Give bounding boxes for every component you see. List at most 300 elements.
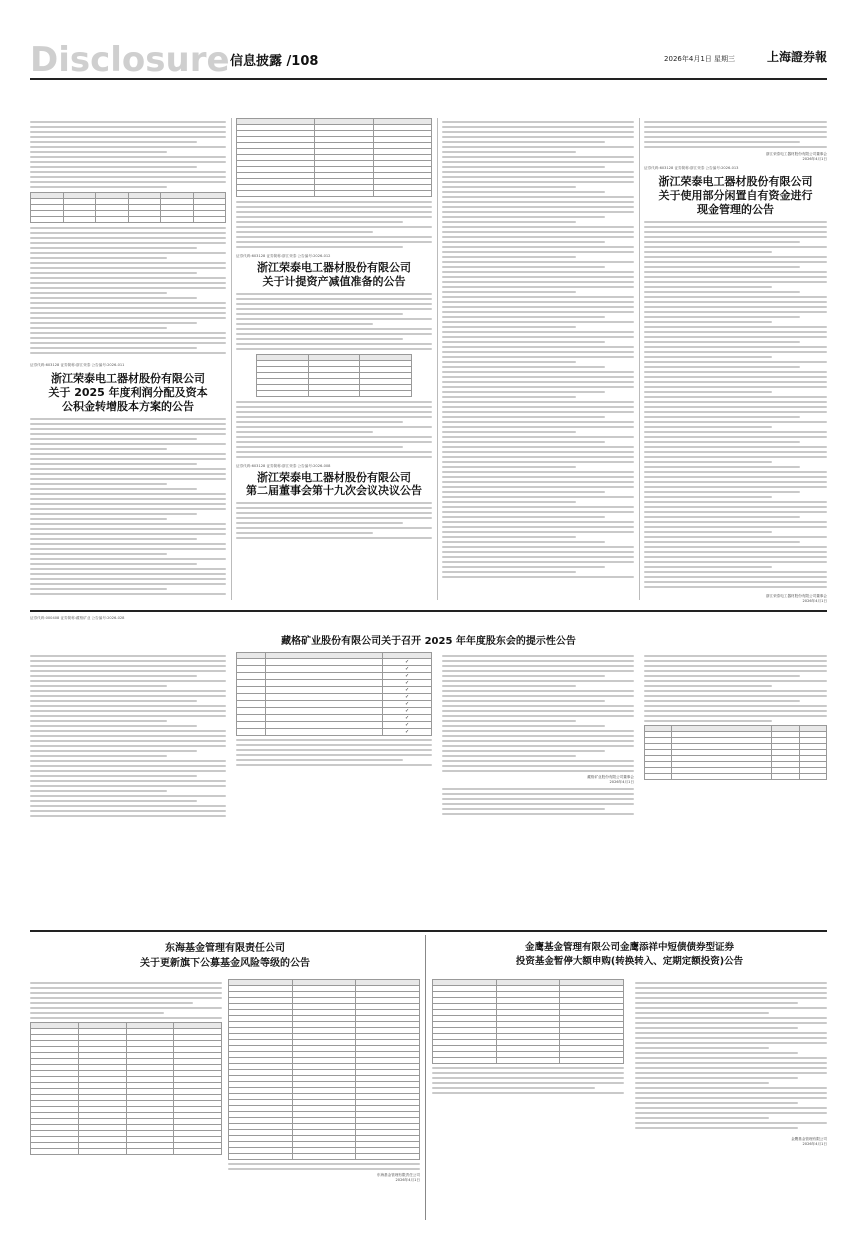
body-text-line [644, 660, 827, 662]
body-text-line [635, 1037, 827, 1039]
body-text-line [644, 131, 827, 133]
body-text-line [30, 257, 167, 259]
announcement-title: 第二届董事会第十九次会议决议公告 [246, 484, 422, 498]
body-text-line [236, 507, 432, 509]
body-text-line [635, 1052, 798, 1054]
body-text-line [635, 992, 827, 994]
body-text-line [30, 136, 226, 138]
body-text-line [30, 317, 226, 319]
body-text-line [635, 987, 827, 989]
masthead [30, 40, 827, 80]
body-text-line [442, 531, 634, 533]
body-text-line [30, 765, 226, 767]
body-text-line [635, 1092, 827, 1094]
body-text-line [442, 246, 634, 248]
fund-suspend-title-line-1: 金鹰基金管理有限公司金鹰添祥中短债债券型证券 [524, 942, 734, 953]
body-text-line [442, 356, 634, 358]
body-text-line [644, 471, 827, 473]
signoff-company: 藏格矿业股份有限公司董事会 [587, 775, 634, 779]
body-text-line [644, 311, 827, 313]
body-text-line [30, 533, 226, 535]
body-text-line [30, 282, 226, 284]
body-text-line [442, 496, 634, 498]
body-text-line [442, 281, 634, 283]
shareholder-meeting-title: 藏格矿业股份有限公司关于召开 2025 年年度股东会的提示性公告 [281, 636, 576, 647]
issue-date: 2026年4月1日 星期三 [664, 55, 735, 63]
body-text-line [635, 1027, 798, 1029]
fund-risk-table-1 [30, 1022, 222, 1155]
body-text-line [236, 318, 432, 320]
body-text-line [644, 431, 827, 433]
body-text-line [30, 583, 226, 585]
body-text-line [30, 131, 226, 133]
body-text-line [236, 416, 432, 418]
body-text-line [644, 710, 827, 712]
body-text-line [236, 446, 403, 448]
body-text-line [236, 343, 432, 345]
signoff-company: 东海基金管理有限责任公司 [376, 1173, 420, 1177]
body-text-line [442, 176, 634, 178]
body-text-line [635, 1022, 827, 1024]
body-text-line [644, 336, 827, 338]
body-text-line [236, 739, 432, 741]
body-text-line [644, 536, 827, 538]
body-text-line [432, 1082, 624, 1084]
body-text-line [442, 511, 634, 513]
body-text-line [236, 313, 403, 315]
body-text-line [644, 421, 827, 423]
body-text-line [635, 1062, 827, 1064]
body-text-line [442, 576, 634, 578]
body-text-line [644, 486, 827, 488]
body-text-line [30, 503, 226, 505]
body-text-line [30, 705, 226, 707]
body-text-line [442, 251, 634, 253]
body-text-line [644, 426, 772, 428]
body-text-line [442, 231, 634, 233]
body-text-line [635, 1097, 827, 1099]
body-text-line [30, 322, 197, 324]
body-text-line [442, 346, 634, 348]
body-text-line [30, 141, 197, 143]
body-text-line [30, 997, 222, 999]
body-text-line [442, 326, 576, 328]
body-text-line [644, 226, 827, 228]
body-text-line [442, 386, 634, 388]
body-text-line [442, 411, 634, 413]
body-text-line [644, 541, 800, 543]
body-text-line [644, 511, 827, 513]
body-text-line [442, 296, 634, 298]
body-text-line [644, 665, 827, 667]
body-text-line [442, 121, 634, 123]
body-text-line [236, 431, 373, 433]
signoff-company: 金鹰基金管理有限公司 [791, 1137, 827, 1141]
body-text-line [442, 705, 634, 707]
body-text-line [644, 221, 827, 223]
body-text-line [442, 798, 634, 800]
body-text-line [442, 793, 634, 795]
body-text-line [644, 456, 827, 458]
body-text-line [30, 237, 226, 239]
body-text-line [442, 211, 634, 213]
body-text-line [442, 556, 634, 558]
body-text-line [442, 306, 634, 308]
body-text-line [442, 660, 634, 662]
body-text-line [442, 541, 605, 543]
body-text-line [644, 436, 827, 438]
body-text-line [442, 421, 634, 423]
body-text-line [442, 146, 634, 148]
body-text-line [644, 655, 827, 657]
body-text-line [442, 685, 576, 687]
body-text-line [442, 331, 634, 333]
body-text-line [644, 401, 827, 403]
body-text-line [442, 201, 634, 203]
body-text-line [442, 516, 605, 518]
body-text-line [236, 303, 432, 305]
body-text-line [30, 588, 167, 590]
impairment-table [256, 354, 413, 397]
body-text-line [442, 471, 634, 473]
body-text-line [442, 221, 576, 223]
body-text-line [30, 151, 167, 153]
body-text-line [442, 476, 634, 478]
body-text-line [635, 1017, 827, 1019]
announcement-title-line-1: 关于 2025 年度利润分配及资本 [48, 385, 208, 399]
body-text-line [644, 386, 827, 388]
body-text-line [442, 461, 634, 463]
body-text-line [30, 418, 226, 420]
body-text-line [644, 351, 827, 353]
body-text-line [30, 780, 226, 782]
body-text-line [30, 287, 226, 289]
body-text-line [442, 561, 634, 563]
body-text-line [30, 267, 226, 269]
body-text-line [442, 131, 634, 133]
body-text-line [30, 242, 226, 244]
body-text-line [635, 1007, 827, 1009]
body-text-line [635, 1057, 827, 1059]
body-text-line [644, 685, 772, 687]
body-text-line [644, 136, 827, 138]
body-text-line [644, 261, 827, 263]
body-text-line [644, 391, 772, 393]
body-text-line [442, 536, 576, 538]
body-text-line [236, 517, 432, 519]
body-text-line [236, 328, 432, 330]
body-text-line [228, 1168, 420, 1170]
body-text-line [442, 136, 634, 138]
body-text-line [644, 286, 772, 288]
fund-risk-title-line-1: 东海基金管理有限责任公司 [165, 943, 285, 954]
body-text-line [644, 291, 800, 293]
body-text-line [236, 308, 432, 310]
body-text-line [236, 764, 432, 766]
mid-col-2 [236, 652, 432, 822]
body-text-line [236, 211, 432, 213]
proposals-table: ✓ ✓ ✓ ✓ ✓ ✓ ✓ ✓ ✓ ✓ ✓ [236, 652, 432, 736]
body-text-line [30, 166, 197, 168]
body-text-line [236, 421, 403, 423]
body-text-line [30, 181, 226, 183]
body-text-line [30, 795, 226, 797]
body-text-line [442, 256, 576, 258]
body-text-line [442, 301, 634, 303]
body-text-line [30, 785, 226, 787]
body-text-line [442, 571, 576, 573]
proxy-table [644, 725, 827, 780]
body-text-line [635, 1047, 769, 1049]
body-text-line [30, 252, 226, 254]
body-text-line [644, 316, 800, 318]
fund-suspend-title-line-2: 投资基金暂停大额申购(转换转入、定期定额投资)公告 [515, 956, 744, 967]
body-text-line [442, 261, 634, 263]
body-text-line [30, 262, 226, 264]
body-text-line [30, 695, 226, 697]
body-text-line [236, 502, 432, 504]
body-text-line [236, 206, 432, 208]
body-text-line [644, 695, 827, 697]
body-text-line [442, 481, 634, 483]
body-text-line [30, 548, 226, 550]
announcement-code-line: 证券代码:603128 证券简称:浙江荣泰 公告编号:2026-013 [644, 166, 739, 170]
top-col-3 [442, 118, 634, 600]
body-text-line [30, 558, 226, 560]
body-text-line [30, 488, 197, 490]
body-text-line [30, 498, 226, 500]
body-text-line [442, 311, 634, 313]
body-text-line [644, 276, 827, 278]
body-text-line [30, 337, 226, 339]
body-text-line [635, 1107, 827, 1109]
announcement-code-line: 证券代码:603128 证券简称:浙江荣泰 公告编号:2026-012 [236, 254, 331, 258]
body-text-line [442, 735, 634, 737]
body-text-line [442, 710, 634, 712]
body-text-line [644, 376, 827, 378]
body-text-line [30, 563, 197, 565]
body-text-line [30, 593, 226, 595]
newspaper-name: 上海證券報 [766, 50, 827, 64]
masthead-disclosure-word: Disclosure [30, 40, 230, 80]
body-text-line [30, 297, 197, 299]
body-text-line [30, 156, 226, 158]
top-col-1-table [30, 192, 226, 223]
body-text-line [442, 206, 634, 208]
body-text-line [442, 750, 605, 752]
body-text-line [30, 277, 226, 279]
body-text-line [644, 481, 827, 483]
body-text-line [30, 473, 226, 475]
body-text-line [442, 236, 634, 238]
body-text-line [30, 307, 226, 309]
body-text-line [442, 690, 634, 692]
section-title: 信息披露 /108 [230, 54, 319, 69]
body-text-line [442, 803, 634, 805]
body-text-line [644, 546, 827, 548]
body-text-line [30, 272, 197, 274]
body-text-line [442, 700, 605, 702]
body-text-line [30, 161, 226, 163]
body-text-line [644, 246, 827, 248]
body-text-line [644, 371, 827, 373]
body-text-line [442, 216, 605, 218]
body-text-line [236, 226, 432, 228]
body-text-line [236, 537, 432, 539]
body-text-line [30, 690, 226, 692]
body-text-line [644, 586, 827, 588]
body-text-line [442, 341, 605, 343]
body-text-line [644, 451, 827, 453]
body-text-line [442, 181, 634, 183]
top-section [30, 118, 827, 604]
body-text-line [30, 987, 222, 989]
body-text-line [442, 426, 634, 428]
body-text-line [30, 730, 226, 732]
body-text-line [644, 670, 827, 672]
signoff-date: 2026年4月1日 [802, 599, 827, 604]
body-text-line [30, 518, 167, 520]
bottom-left-col-1 [30, 979, 222, 1155]
body-text-line [442, 291, 576, 293]
body-text-line [30, 750, 197, 752]
body-text-line [442, 401, 634, 403]
body-text-line [442, 715, 634, 717]
body-text-line [30, 982, 222, 984]
body-text-line [30, 735, 226, 737]
body-text-line [236, 754, 432, 756]
body-text-line [644, 301, 827, 303]
body-text-line [442, 171, 634, 173]
body-text-line [30, 448, 167, 450]
body-text-line [30, 745, 226, 747]
body-text-line [644, 705, 827, 707]
body-text-line [644, 241, 800, 243]
body-text-line [644, 501, 827, 503]
body-text-line [442, 436, 634, 438]
body-text-line [30, 312, 226, 314]
body-text-line [644, 680, 827, 682]
body-text-line [442, 506, 634, 508]
top-col-2-table [236, 118, 432, 197]
body-text-line [30, 171, 226, 173]
body-text-line [644, 576, 827, 578]
body-text-line [635, 1042, 827, 1044]
body-text-line [644, 231, 827, 233]
body-text-line [442, 196, 634, 198]
body-text-line [644, 700, 800, 702]
body-text-line [30, 775, 197, 777]
body-text-line [644, 256, 827, 258]
body-text-line [30, 675, 197, 677]
body-text-line [635, 1002, 798, 1004]
announcement-company: 浙江荣泰电工器材股份有限公司 [257, 470, 411, 484]
body-text-line [442, 813, 634, 815]
body-text-line [236, 749, 432, 751]
body-text-line [442, 156, 634, 158]
top-col-1 [30, 118, 226, 600]
body-text-line [30, 508, 226, 510]
body-text-line [644, 411, 827, 413]
body-text-line [644, 266, 800, 268]
body-text-line [442, 670, 634, 672]
body-text-line [442, 446, 634, 448]
body-text-line [30, 302, 226, 304]
body-text-line [30, 433, 226, 435]
body-text-line [644, 271, 827, 273]
body-text-line [30, 578, 226, 580]
body-text-line [635, 1112, 827, 1114]
body-text-line [442, 808, 605, 810]
body-text-line [442, 351, 634, 353]
top-col-4 [644, 118, 827, 604]
body-text-line [442, 321, 634, 323]
body-text-line [442, 376, 634, 378]
body-text-line [644, 516, 800, 518]
body-text-line [635, 1077, 798, 1079]
body-text-line [442, 655, 634, 657]
body-text-line [644, 441, 800, 443]
body-text-line [644, 506, 827, 508]
body-text-line [442, 675, 605, 677]
body-text-line [30, 670, 226, 672]
body-text-line [635, 982, 827, 984]
bottom-left-col-2 [228, 979, 420, 1183]
body-text-line [236, 298, 432, 300]
body-text-line [30, 680, 226, 682]
body-text-line [644, 121, 827, 123]
body-text-line [442, 161, 634, 163]
body-text-line [228, 1163, 420, 1165]
body-text-line [236, 348, 432, 350]
body-text-line [236, 441, 432, 443]
signoff-date: 2026年4月1日 [609, 780, 634, 784]
signoff-date: 2026年4月1日 [802, 157, 827, 161]
body-text-line [635, 1082, 769, 1084]
body-text-line [30, 428, 226, 430]
body-text-line [442, 466, 576, 468]
body-text-line [442, 141, 605, 143]
body-text-line [30, 800, 197, 802]
announcement-code-line: 证券代码:603128 证券简称:浙江荣泰 公告编号:2026-008 [236, 463, 331, 468]
body-text-line [236, 411, 432, 413]
body-text-line [644, 356, 772, 358]
body-text-line [442, 151, 576, 153]
body-text-line [442, 396, 576, 398]
body-text-line [644, 461, 772, 463]
body-text-line [442, 361, 576, 363]
announcement-title-line-2: 公积金转增股本方案的公告 [62, 399, 194, 413]
body-text-line [644, 531, 772, 533]
body-text-line [236, 406, 432, 408]
body-text-line [644, 446, 827, 448]
body-text-line [30, 553, 167, 555]
body-text-line [442, 725, 605, 727]
body-text-line [30, 227, 226, 229]
body-text-line [442, 788, 634, 790]
body-text-line [30, 685, 167, 687]
body-text-line [30, 478, 226, 480]
body-text-line [644, 556, 827, 558]
body-text-line [432, 1092, 624, 1094]
announcement-title-line-2: 现金管理的公告 [697, 202, 774, 216]
body-text-line [442, 695, 634, 697]
signoff-date: 2026年4月1日 [802, 1142, 827, 1146]
body-text-line [432, 1077, 624, 1079]
body-text-line [644, 126, 827, 128]
body-text-line [442, 451, 634, 453]
body-text-line [442, 740, 634, 742]
